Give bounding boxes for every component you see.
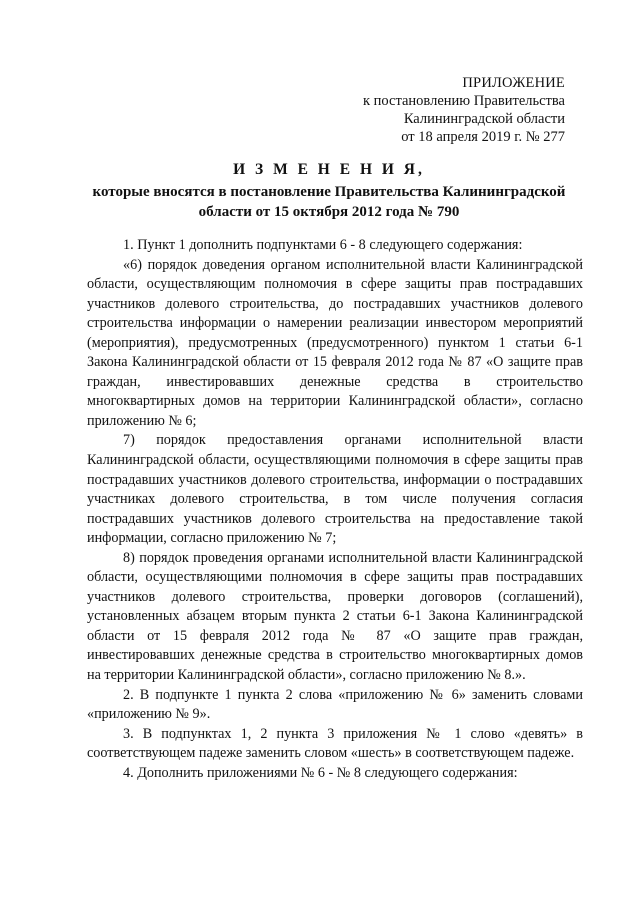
paragraph-5: 2. В подпункте 1 пункта 2 слова «приложению № 6» заменить словами «приложению № 9». <box>87 686 583 723</box>
heading-title: И З М Е Н Е Н И Я, <box>233 161 425 178</box>
paragraph-1: 1. Пункт 1 дополнить подпунктами 6 - 8 следующего содержания: <box>123 237 523 253</box>
appendix-title: ПРИЛОЖЕНИЕ <box>462 75 565 91</box>
paragraph-3: 7) порядок предоставления органами исполнительной власти Калининградской области, осуществляющими полномочия в сфере защиты прав пострадавших участников долевого строительства, информации о пострадавших участниках долевого строительства, в том числе получения согласия пострадавших участников долевого строительства на предоставление такой информации, согласно приложению № 7; <box>87 432 583 547</box>
paragraph-4: 8) порядок проведения органами исполнительной власти Калининградской области, осуществляющими полномочия в сфере защиты прав пострадавших участников долевого строительства, проверки договоров (соглашений), установленных абзацем вторым пункта 2 статьи 6-1 Закона Калининградской области от 15 февраля 2012 года № 87 «О защите прав граждан, инвестировавших денежные средства в строительство многоквартирных домов на территории Калининградской области», согласно приложению № 8.». <box>87 549 583 684</box>
heading-subtitle: которые вносятся в постановление Правительства Калининградской области от 15 октября 2012 года № 790 <box>92 184 566 220</box>
document-heading <box>84 160 574 222</box>
paragraph-2: «6) порядок доведения органом исполнительной власти Калининградской области, осуществляющим полномочия в сфере защиты прав пострадавших участников долевого строительства, до пострадавших участников долевого строительства информации о намерении реализации инвестором мероприятий (мероприятия), предусмотренных (предусмотренного) пунктом 1 статьи 6-1 Закона Калининградской области от 15 февраля 2012 года № 87 «О защите прав граждан, инвестировавших денежные средства в строительство многоквартирных домов на территории Калининградской области», согласно приложению № 6; <box>87 256 583 429</box>
paragraph-6: 3. В подпунктах 1, 2 пункта 3 приложения № 1 слово «девять» в соответствующем падеже заменить словом «шесть» в соответствующем падеже. <box>87 725 583 762</box>
appendix-line-3: от 18 апреля 2019 г. № 277 <box>401 129 565 145</box>
appendix-header <box>363 74 565 146</box>
appendix-line-1: к постановлению Правительства <box>363 93 565 109</box>
paragraph-7: 4. Дополнить приложениями № 6 - № 8 следующего содержания: <box>123 764 518 781</box>
document-body <box>87 236 583 783</box>
appendix-line-2: Калининградской области <box>403 111 565 127</box>
